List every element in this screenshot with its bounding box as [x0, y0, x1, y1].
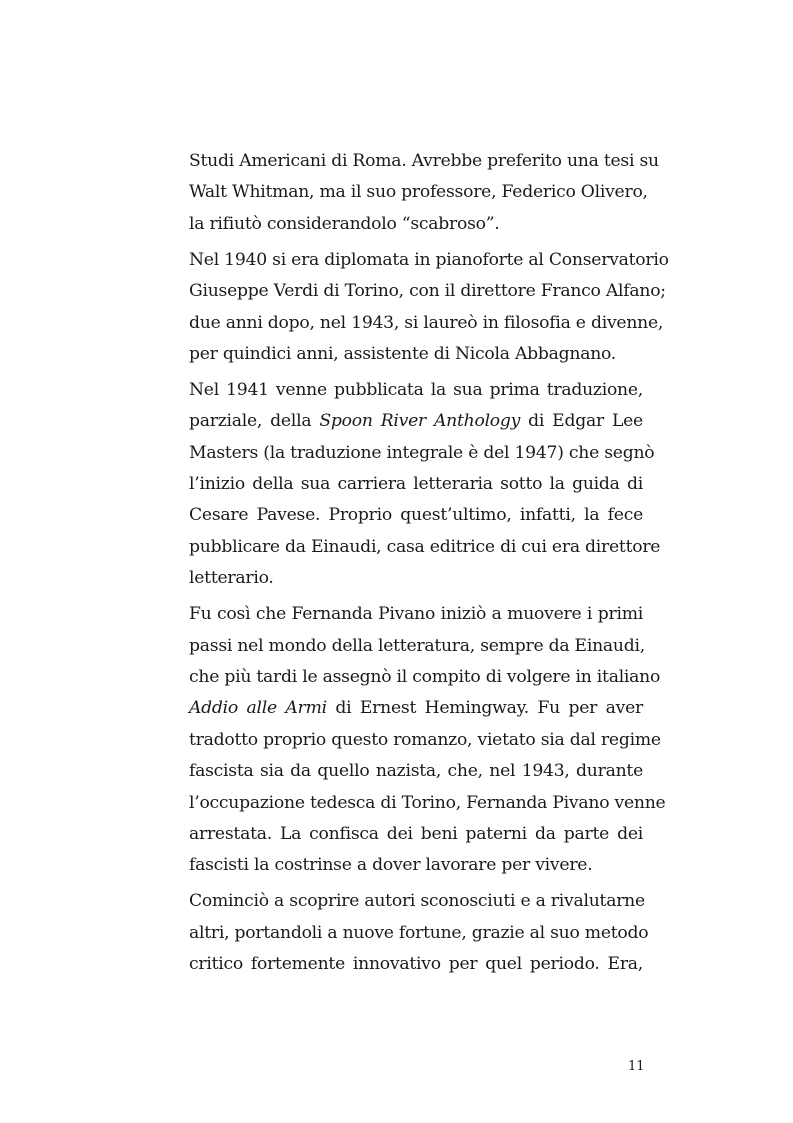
text-segment: la rifiutò considerandolo “scabroso”. — [189, 213, 500, 234]
text-segment: Cesare Pavese. Proprio quest’ultimo, infatti, la fece — [189, 505, 643, 526]
text-segment: tradotto proprio questo romanzo, vietato sia dal regime — [189, 729, 661, 750]
text-line — [189, 438, 655, 469]
text-segment: critico fortemente innovativo per quel periodo. Era, — [189, 954, 643, 975]
text-segment: altri, portandoli a nuove fortune, grazie al suo metodo — [189, 922, 649, 943]
text-line — [189, 500, 643, 531]
text-segment: Masters (la traduzione integrale è del 1947) che segnò — [189, 442, 655, 463]
text-segment: fascista sia da quello nazista, che, nel 1943, durante — [189, 761, 643, 782]
text-segment: di Ernest Hemingway. Fu per aver — [326, 698, 643, 719]
text-segment: letterario. — [189, 568, 274, 589]
text-line — [189, 406, 643, 437]
text-segment: Studi Americani di Roma. Avrebbe preferito una tesi su — [189, 151, 659, 171]
text-line — [189, 918, 649, 949]
text-line — [189, 245, 669, 276]
text-segment: parziale, della — [189, 411, 320, 432]
text-line — [189, 850, 643, 881]
text-line — [189, 756, 643, 787]
text-segment: arrestata. La confisca dei beni paterni da parte dei — [189, 824, 643, 845]
text-line — [189, 469, 643, 500]
text-segment: di Edgar Lee — [520, 411, 643, 432]
text-segment: Nel 1940 si era diplomata in pianoforte al Conservatorio — [189, 249, 669, 270]
text-line — [189, 276, 666, 307]
italic-title: Addio alle Armi — [189, 698, 327, 719]
text-line — [189, 693, 643, 724]
text-line — [189, 631, 643, 662]
paragraph — [189, 245, 669, 371]
text-segment: due anni dopo, nel 1943, si laureò in filosofia e divenne, — [189, 312, 664, 333]
text-segment: l’inizio della sua carriera letteraria sotto la guida di — [189, 474, 643, 495]
text-segment: pubblicare da Einaudi, casa editrice di cui era direttore — [189, 536, 661, 557]
page-number: 11 — [628, 1059, 645, 1074]
paragraph — [189, 375, 661, 595]
body-text — [189, 146, 669, 981]
text-line — [189, 949, 643, 980]
text-segment: passi nel mondo della letteratura, sempre da Einaudi, — [189, 635, 645, 656]
text-line — [189, 532, 661, 563]
paragraph — [189, 599, 666, 882]
paragraph — [189, 146, 659, 240]
text-line — [189, 788, 666, 819]
text-segment: che più tardi le assegnò il compito di volgere in italiano — [189, 667, 661, 687]
text-segment: Giuseppe Verdi di Torino, con il direttore Franco Alfano; — [189, 281, 666, 302]
text-line — [189, 209, 643, 240]
text-segment: Walt Whitman, ma il suo professore, Federico Olivero, — [189, 182, 648, 203]
text-line — [189, 599, 643, 630]
text-segment: Fu così che Fernanda Pivano iniziò a muovere i primi — [189, 604, 643, 625]
text-line — [189, 563, 643, 594]
text-line — [189, 819, 643, 850]
text-line — [189, 662, 661, 693]
text-line — [189, 339, 643, 370]
text-line — [189, 375, 643, 406]
text-line — [189, 725, 661, 756]
text-segment: l’occupazione tedesca di Torino, Fernanda Pivano venne — [189, 792, 666, 813]
text-segment: Nel 1941 venne pubblicata la sua prima traduzione, — [189, 379, 643, 400]
paragraph — [189, 886, 649, 980]
text-segment: Cominciò a scoprire autori sconosciuti e a rivalutarne — [189, 891, 645, 912]
text-line — [189, 308, 664, 339]
text-line — [189, 146, 659, 177]
text-segment: per quindici anni, assistente di Nicola Abbagnano. — [189, 343, 617, 364]
italic-title: Spoon River Anthology — [319, 411, 521, 432]
text-line — [189, 177, 648, 208]
text-line — [189, 886, 643, 917]
text-segment: fascisti la costrinse a dover lavorare per vivere. — [189, 855, 593, 876]
